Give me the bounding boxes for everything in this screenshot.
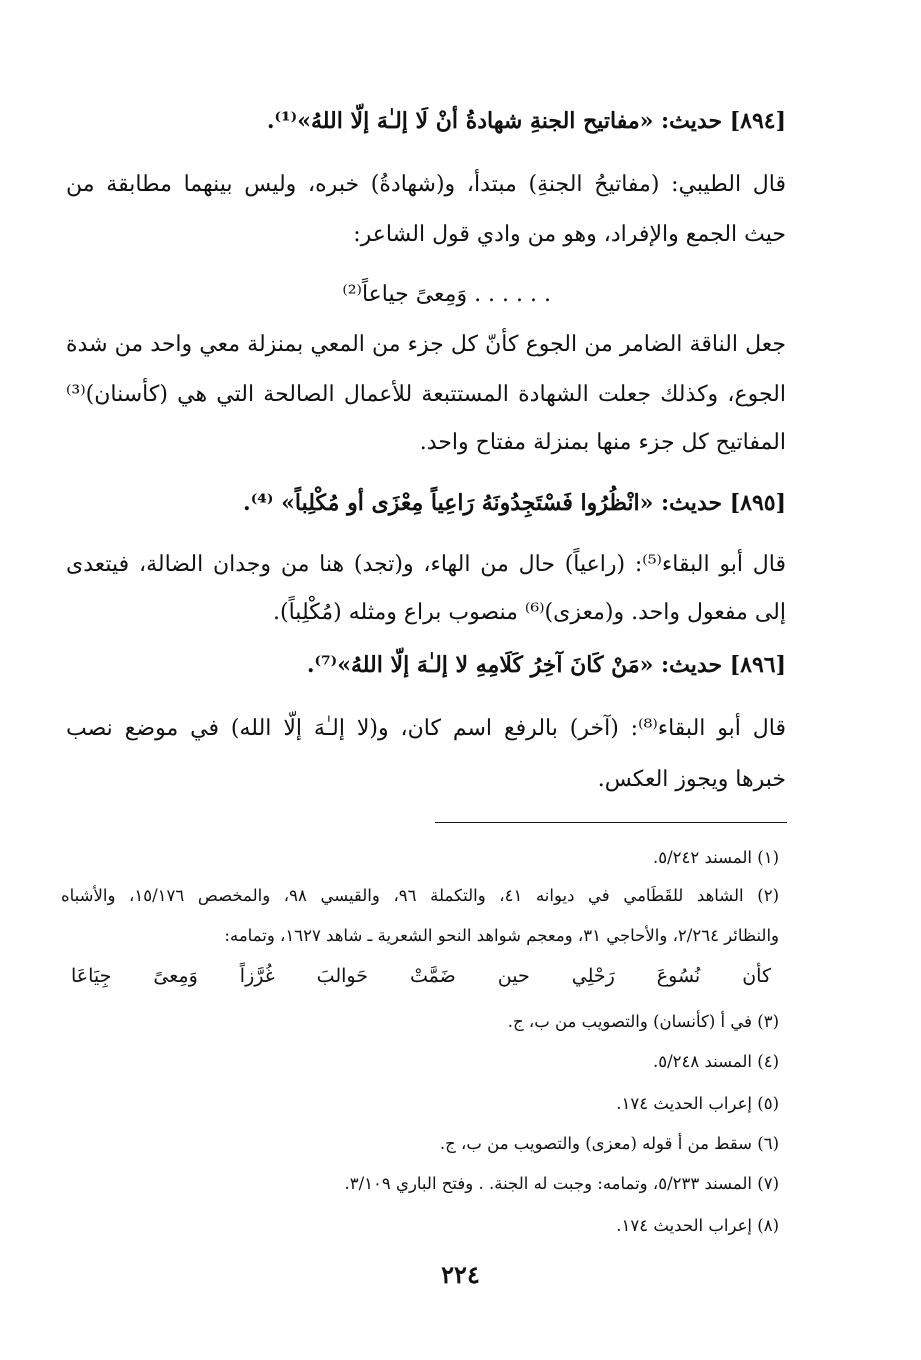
body-line: حيث الجمع والإفراد، وهو من وادي قول الشاعر: (353, 222, 786, 247)
body-line: قال الطيبي: (مفاتيحُ الجنةِ) مبتدأ، و(شهادةُ) خبره، وليس بينهما مطابقة من (66, 172, 786, 197)
footnote-7: (٧) المسند ٥/٢٣٣، وتمامه: وجبت له الجنة. . وفتح الباري ٣/١٠٩. (344, 1174, 779, 1193)
body-line: إلى مفعول واحد. و(معزى)⁽⁶⁾ منصوب براع ومثله (مُكْلِباً). (273, 600, 786, 625)
body-line: قال أبو البقاء⁽⁵⁾: (راعياً) حال من الهاء، و(تجد) هنا من وجدان الضالة، فيتعدى (66, 552, 786, 577)
hadith-896-heading: [٨٩٦] حديث: «مَنْ كَانَ آخِرُ كَلَامِهِ لا إلـٰهَ إلّا اللهُ»⁽⁷⁾. (306, 652, 786, 678)
footnote-2: (٢) الشاهد للقَطَامي في ديوانه ٤١، والتكملة ٩٦، والقيسي ٩٨، والمخصص ١٥/١٧٦، والأشباه (61, 886, 780, 905)
footnote-8: (٨) إعراب الحديث ١٧٤. (616, 1216, 779, 1235)
body-line: قال أبو البقاء⁽⁸⁾: (آخر) بالرفع اسم كان، و(لا إلـٰهَ إلّا الله) في موضع نصب (66, 716, 787, 741)
hadith-895-heading: [٨٩٥] حديث: «انْظُرُوا فَسْتَجِدُونَهُ رَاعِياً مِعْزَى أو مُكْلِباً» ⁽⁴⁾. (243, 490, 786, 516)
footnote-2-cont: والنظائر ٢/٢٦٤، والأحاجي ٣١، ومعجم شواهد النحو الشعرية ـ شاهد ١٦٢٧، وتمامه: (224, 926, 779, 945)
hadith-894-heading: [٨٩٤] حديث: «مفاتيح الجنةِ شهادةُ أنْ لَا إلـٰهَ إلّا اللهُ»⁽¹⁾. (266, 108, 786, 134)
footnote-divider (435, 822, 787, 823)
footnote-3: (٣) في أ (كأنسان) والتصويب من ب، ج. (507, 1012, 779, 1031)
footnote-4: (٤) المسند ٥/٢٤٨. (652, 1052, 779, 1071)
page-number: ٢٢٤ (441, 1260, 480, 1289)
footnote-6: (٦) سقط من أ قوله (معزى) والتصويب من ب، ج. (439, 1134, 779, 1153)
footnote-2-verse: كأن نُسُوعَ رَحْلِي حين ضَمَّتْ حَوالبَ غُرَّزاً وَمِعىً جِيَاعَا (71, 965, 771, 987)
footnote-1: (١) المسند ٥/٢٤٢. (652, 848, 779, 867)
footnote-5: (٥) إعراب الحديث ١٧٤. (616, 1094, 779, 1113)
body-line: خبرها ويجوز العكس. (597, 767, 786, 792)
body-line: جعل الناقة الضامر من الجوع كأنّ كل جزء من المعي بمنزلة معي واحد من شدة (66, 332, 786, 357)
body-line: الجوع، وكذلك جعلت الشهادة المستتبعة للأعمال الصالحة التي هي (كأسنان)⁽³⁾ (66, 382, 786, 407)
verse-fragment: . . . . . . وَمِعىً جياعاً⁽²⁾ (342, 282, 551, 307)
body-line: المفاتيح كل جزء منها بمنزلة مفتاح واحد. (419, 430, 786, 455)
